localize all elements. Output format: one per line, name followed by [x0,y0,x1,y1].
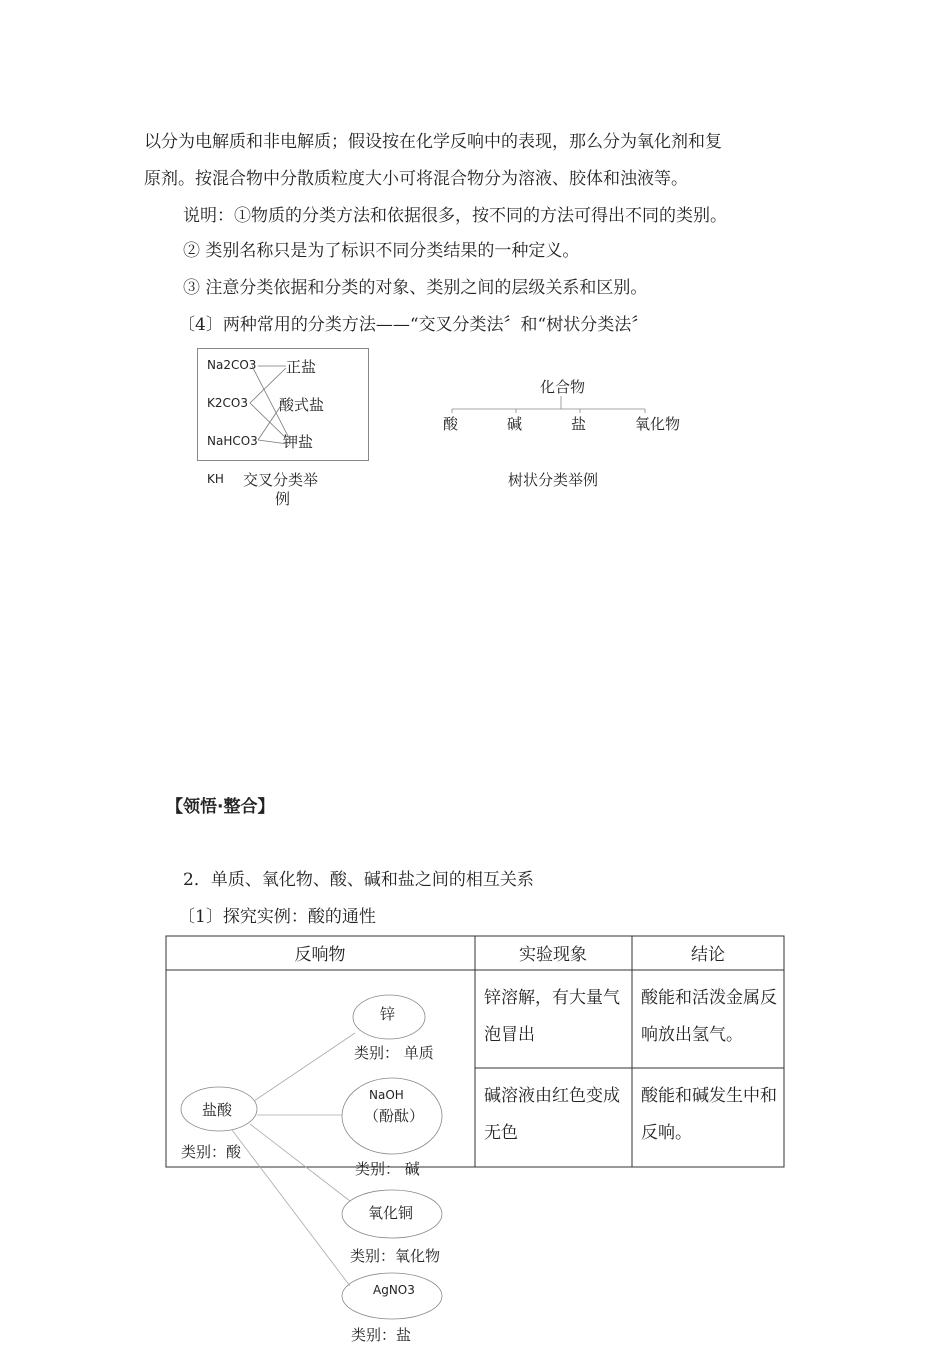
cross-left-1: Na2CO3 [207,358,257,372]
item-4: 〔4〕两种常用的分类方法——“交叉分类法〞和“树状分类法〞 [178,315,649,335]
table-row1-phenomenon: 锌溶解，有大量气泡冒出 [484,988,620,1045]
tree-lines [452,396,645,413]
tree-child-base: 碱 [507,415,523,433]
node-cuo-category: 类别：氧化物 [350,1247,441,1265]
table-header-reactants: 反响物 [294,945,346,965]
cross-right-1: 正盐 [286,358,317,376]
tree-child-oxide: 氧化物 [635,415,681,433]
node-cuo-label: 氧化铜 [368,1204,414,1222]
cross-right-3: 钾盐 [283,433,314,451]
node-zinc-label: 锌 [380,1005,396,1023]
center-node-label: 盐酸 [202,1101,233,1119]
node-naoh-category: 类别： 碱 [355,1160,420,1178]
cross-left-3: NaHCO3 [207,434,258,448]
table-row2-conclusion: 酸能和碱发生中和反响。 [641,1086,777,1143]
reactant-connectors [232,1033,355,1286]
cross-caption-line1: 交叉分类举 [243,471,319,489]
table-header-phenomenon: 实验现象 [519,945,587,965]
note-3: ③ 注意分类依据和分类的对象、类别之间的层级关系和区别。 [183,278,648,298]
table-row2-phenomenon: 碱溶液由红色变成无色 [484,1086,620,1143]
cross-caption-line2: 例 [275,490,291,508]
tree-child-salt: 盐 [571,415,587,433]
tree-child-acid: 酸 [443,415,459,433]
paragraph-line-2: 原剂。按混合物中分散质粒度大小可将混合物分为溶液、胶体和浊液等。 [144,169,688,189]
note-1: 说明：①物质的分类方法和依据很多，按不同的方法可得出不同的类别。 [183,206,727,226]
node-naoh-label: NaOH [369,1088,404,1102]
cross-caption-prefix: KH [207,472,224,486]
node-zinc-category: 类别： 单质 [354,1044,434,1062]
node-naoh-label2: （酚酞） [364,1107,425,1125]
section-2-title: 2．单质、氧化物、酸、碱和盐之间的相互关系 [183,870,534,890]
center-node-category: 类别：酸 [181,1143,242,1161]
cross-left-2: K2CO3 [207,396,248,410]
node-agno3-label: AgNO3 [373,1283,415,1297]
paragraph-line-1: 以分为电解质和非电解质；假设按在化学反响中的表现，那么分为氧化剂和复 [144,132,722,152]
tree-root: 化合物 [540,378,586,396]
tree-caption: 树状分类举例 [508,471,599,489]
section-2-sub1: 〔1〕探究实例：酸的通性 [178,907,376,927]
section-heading: 【领悟·整合】 [166,797,275,817]
node-agno3-category: 类别：盐 [351,1326,412,1344]
table-header-conclusion: 结论 [691,945,725,965]
cross-right-2: 酸式盐 [279,396,325,414]
table-row1-conclusion: 酸能和活泼金属反响放出氢气。 [641,988,777,1045]
note-2: ② 类别名称只是为了标识不同分类结果的一种定义。 [183,241,580,261]
